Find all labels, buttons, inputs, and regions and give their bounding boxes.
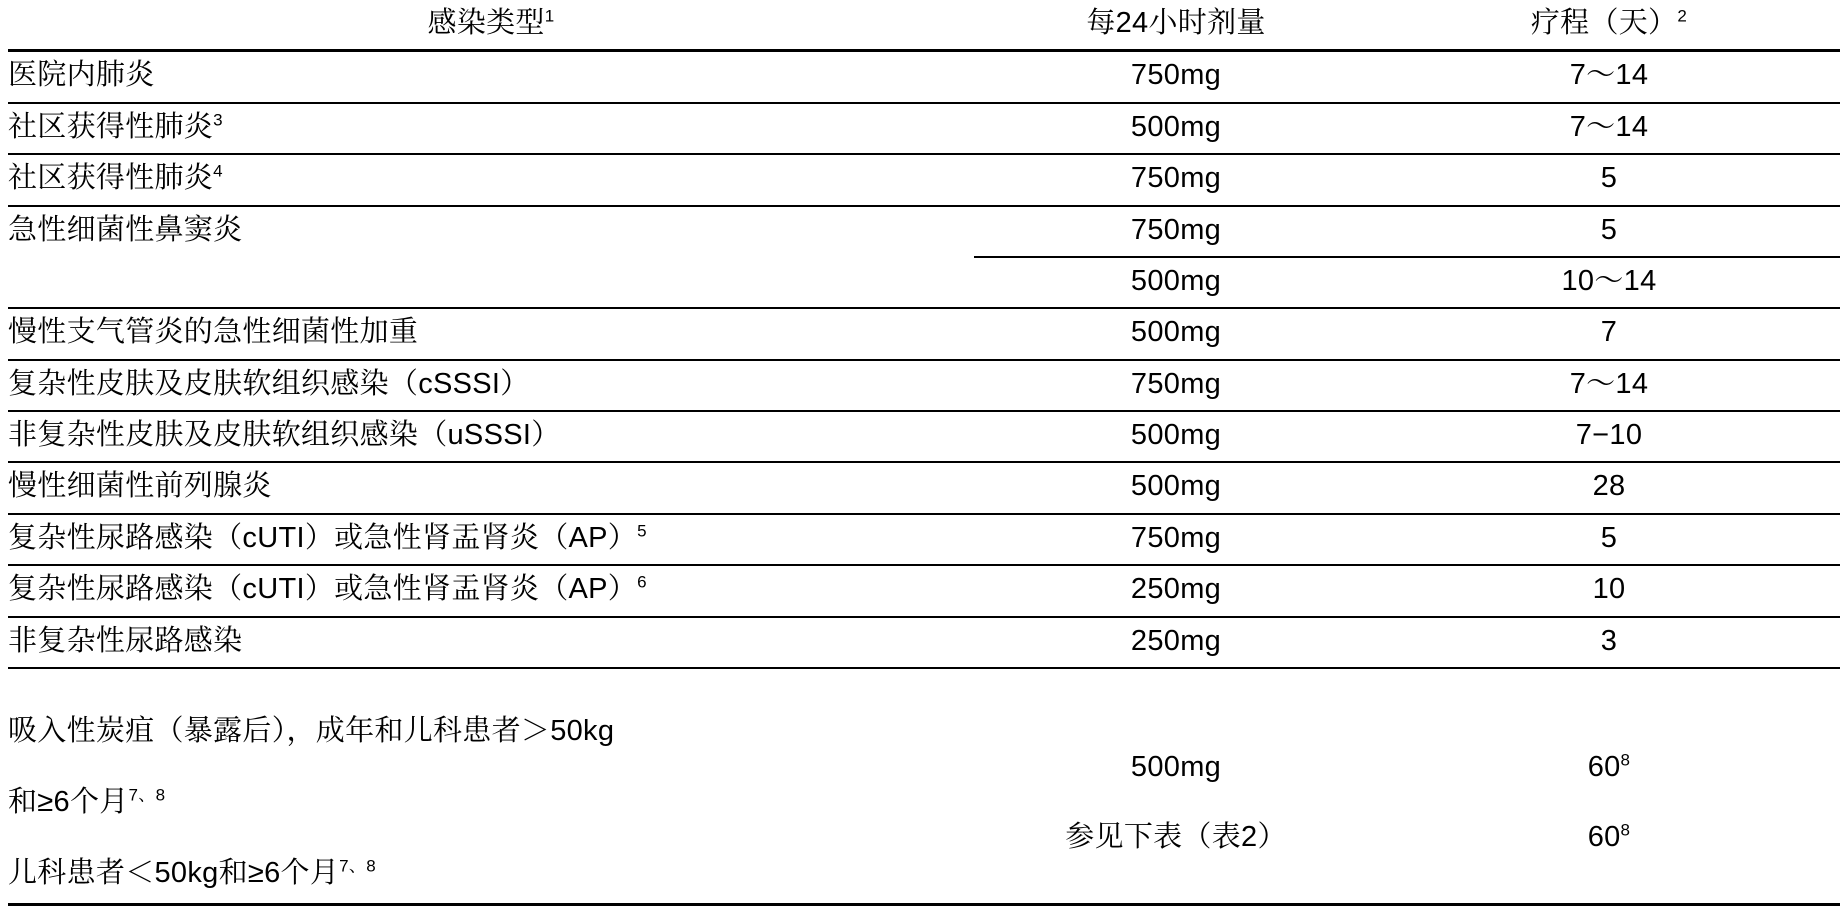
table-row — [8, 206, 1840, 257]
cell-duration — [1378, 257, 1840, 308]
text-dose: 250mg — [1130, 624, 1222, 657]
cell-duration-anthrax — [1378, 668, 1840, 905]
text-duration: 3 — [1600, 624, 1618, 657]
cell-dose — [974, 462, 1378, 513]
table-row — [8, 51, 1840, 103]
text-infection-type: 社区获得性肺炎 — [8, 110, 214, 143]
text-dose: 500mg — [1130, 316, 1222, 349]
table-row — [8, 462, 1840, 513]
cell-duration — [1378, 154, 1840, 205]
table-row — [8, 360, 1840, 411]
text-dose: 500mg — [1130, 110, 1222, 143]
text-dose: 750mg — [1130, 162, 1222, 195]
text-anthrax-line1: 吸入性炭疽（暴露后），成年和儿科患者＞50kg — [8, 715, 615, 748]
cell-duration — [1378, 51, 1840, 103]
table-row — [8, 514, 1840, 565]
cell-duration — [1378, 462, 1840, 513]
text-dose: 750mg — [1130, 213, 1222, 246]
text-duration: 5 — [1600, 162, 1618, 195]
table-row — [8, 154, 1840, 205]
cell-infection-type — [8, 617, 974, 668]
cell-infection-type — [8, 565, 974, 616]
cell-infection-type — [8, 308, 974, 359]
cell-infection-type — [8, 257, 974, 308]
header-label-infection-type: 感染类型 — [427, 7, 545, 39]
sup-anthrax-line3: 7、8 — [339, 856, 376, 876]
sup-infection-type: 3 — [213, 110, 223, 130]
cell-duration — [1378, 308, 1840, 359]
text-duration: 28 — [1592, 470, 1626, 503]
text-infection-type: 复杂性皮肤及皮肤软组织感染（cSSSI） — [8, 367, 530, 400]
cell-infection-type — [8, 360, 974, 411]
text-duration: 10 — [1592, 573, 1626, 606]
cell-duration — [1378, 103, 1840, 154]
text-infection-type: 复杂性尿路感染（cUTI）或急性肾盂肾炎（AP） — [8, 521, 638, 554]
text-infection-type: 非复杂性尿路感染 — [8, 624, 243, 657]
text-duration: 7−10 — [1575, 419, 1643, 451]
text-infection-type: 慢性细菌性前列腺炎 — [8, 470, 272, 503]
text-infection-type: 非复杂性皮肤及皮肤软组织感染（uSSSI） — [8, 419, 561, 451]
text-dose-anthrax-line1: 500mg — [1130, 750, 1222, 783]
text-dose: 500mg — [1130, 470, 1222, 503]
text-infection-type: 复杂性尿路感染（cUTI）或急性肾盂肾炎（AP） — [8, 573, 638, 606]
header-cell-infection-type — [8, 0, 974, 51]
cell-dose — [974, 565, 1378, 616]
text-anthrax-line3: 儿科患者＜50kg和≥6个月 — [8, 856, 340, 889]
text-duration: 7 — [1600, 316, 1618, 349]
table-row — [8, 411, 1840, 462]
cell-dose — [974, 514, 1378, 565]
dosage-table — [8, 0, 1840, 906]
cell-infection-type — [8, 411, 974, 462]
sup-infection-type: 5 — [637, 521, 647, 541]
cell-infection-type — [8, 206, 974, 257]
text-dose: 750mg — [1130, 367, 1222, 400]
text-dose: 750mg — [1130, 521, 1222, 554]
table-header-row — [8, 0, 1840, 51]
text-infection-type: 社区获得性肺炎 — [8, 162, 214, 195]
table-row — [8, 103, 1840, 154]
sup-infection-type: 4 — [213, 161, 223, 181]
text-duration: 7～14 — [1569, 59, 1649, 92]
text-dose-anthrax-line2: 参见下表（表2） — [1065, 821, 1287, 854]
text-duration: 10～14 — [1561, 264, 1657, 297]
text-anthrax-line2: 和≥6个月 — [8, 786, 129, 818]
text-duration-anthrax-line1: 60 — [1587, 750, 1621, 783]
cell-dose — [974, 51, 1378, 103]
cell-dose — [974, 103, 1378, 154]
header-sup-infection-type: 1 — [544, 6, 555, 26]
text-infection-type: 慢性支气管炎的急性细菌性加重 — [8, 316, 419, 349]
text-infection-type: 急性细菌性鼻窦炎 — [8, 214, 243, 246]
text-dose: 750mg — [1130, 59, 1222, 92]
header-cell-dose — [974, 0, 1378, 51]
cell-infection-type — [8, 154, 974, 205]
cell-dose — [974, 360, 1378, 411]
cell-infection-type-anthrax — [8, 668, 974, 905]
cell-duration — [1378, 360, 1840, 411]
table-row — [8, 617, 1840, 668]
cell-dose — [974, 411, 1378, 462]
header-label-dose: 每24小时剂量 — [1086, 7, 1266, 39]
text-infection-type: 医院内肺炎 — [8, 59, 155, 92]
text-duration: 7～14 — [1569, 110, 1649, 143]
cell-dose — [974, 206, 1378, 257]
cell-infection-type — [8, 514, 974, 565]
table-row — [8, 257, 1840, 308]
sup-infection-type: 6 — [637, 572, 647, 592]
sup-duration-anthrax-line2: 8 — [1620, 820, 1631, 840]
text-duration: 5 — [1600, 521, 1618, 554]
text-duration: 7～14 — [1569, 367, 1649, 400]
text-duration: 5 — [1600, 213, 1618, 246]
cell-duration — [1378, 411, 1840, 462]
header-cell-duration — [1378, 0, 1840, 51]
text-dose: 500mg — [1130, 264, 1222, 297]
cell-dose — [974, 154, 1378, 205]
cell-infection-type — [8, 51, 974, 103]
table-row — [8, 565, 1840, 616]
sup-duration-anthrax-line1: 8 — [1620, 749, 1631, 769]
text-dose: 500mg — [1130, 419, 1222, 451]
table-body — [8, 0, 1840, 905]
header-sup-duration: 2 — [1677, 6, 1688, 26]
cell-duration — [1378, 514, 1840, 565]
cell-dose-anthrax — [974, 668, 1378, 905]
cell-dose — [974, 308, 1378, 359]
table-row — [8, 308, 1840, 359]
cell-dose — [974, 257, 1378, 308]
cell-duration — [1378, 206, 1840, 257]
cell-duration — [1378, 617, 1840, 668]
table-row-anthrax — [8, 668, 1840, 905]
cell-duration — [1378, 565, 1840, 616]
text-duration-anthrax-line2: 60 — [1587, 821, 1621, 854]
text-dose: 250mg — [1130, 573, 1222, 606]
cell-infection-type — [8, 462, 974, 513]
sup-anthrax-line2: 7、8 — [128, 785, 166, 805]
header-label-duration: 疗程（天） — [1530, 7, 1678, 39]
cell-dose — [974, 617, 1378, 668]
cell-infection-type — [8, 103, 974, 154]
